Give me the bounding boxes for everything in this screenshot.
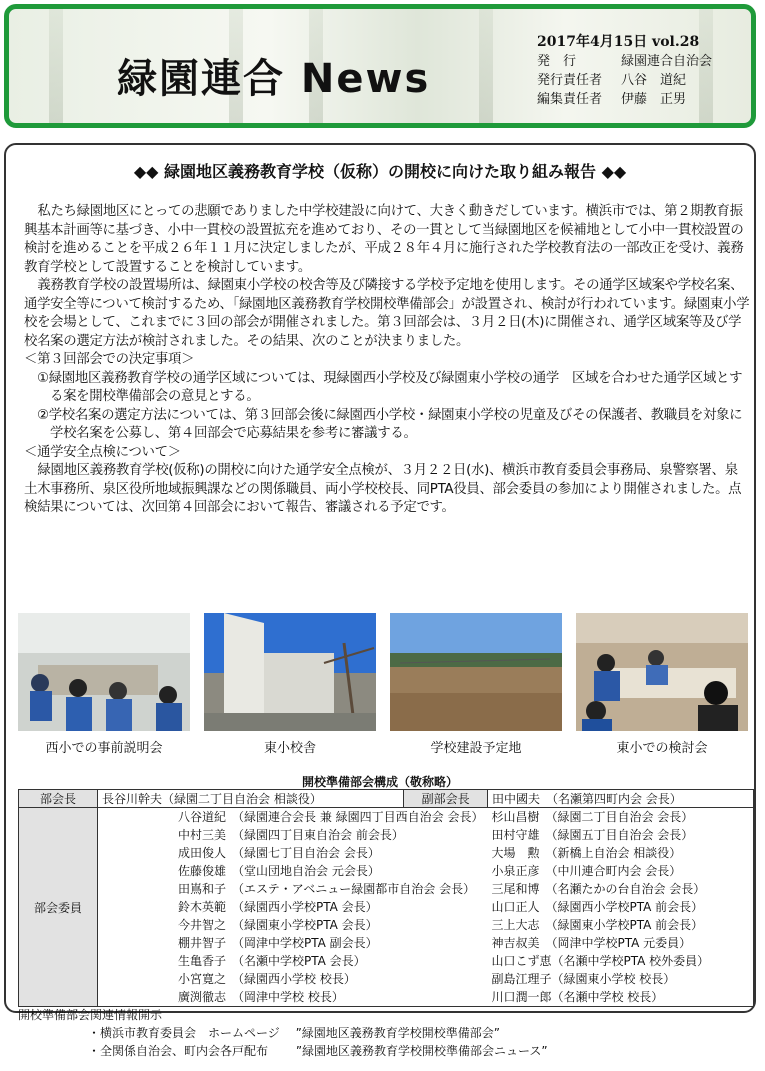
disclosure-info	[18, 1006, 548, 1060]
meta-row	[537, 52, 712, 71]
member: 今井智之 （緑園東小学校PTA 会長）	[178, 918, 378, 932]
info-title: 開校準備部会関連情報開示	[18, 1008, 163, 1022]
member: 田村守雄 （緑園五丁目自治会 会長）	[491, 828, 694, 842]
info-line: ・全関係自治会、町内会各戸配布 ”緑園地区義務教育学校開校準備部会ニュース”	[88, 1044, 548, 1058]
roster-table	[18, 789, 754, 1007]
meta-value: 緑園連合自治会	[621, 54, 713, 69]
member: 三上大志 （緑園東小学校PTA 前会長）	[491, 918, 704, 932]
vice-chair-label: 副部会長	[404, 790, 488, 808]
meta-key: 発 行	[537, 54, 577, 69]
members-left-column	[98, 808, 488, 1007]
photo-caption: 西小での事前説明会	[45, 741, 163, 756]
tree-decoration	[479, 9, 493, 128]
photo-caption: 東小校舎	[263, 741, 316, 756]
photo-briefing	[18, 613, 190, 731]
member: 副島江理子（緑園東小学校 校長）	[491, 972, 676, 986]
member: 棚井智子 （岡津中学校PTA 副会長）	[178, 936, 378, 950]
member: 神吉叔美 （岡津中学校PTA 元委員）	[491, 936, 692, 950]
meta-row	[537, 90, 712, 109]
article-headline: ◆◆ 緑園地区義務教育学校（仮称）の開校に向けた取り組み報告 ◆◆	[133, 162, 627, 181]
member: 山口正人 （緑園西小学校PTA 前会長）	[491, 900, 704, 914]
photo-construction-site	[390, 613, 562, 731]
photo-strip	[18, 613, 748, 756]
member: 田嶌和子 （エステ・アベニュー緑園都市自治会 会長）	[178, 882, 476, 896]
member: 八谷道紀 （緑園連合会長 兼 緑園四丁目西自治会 会長）	[178, 810, 484, 824]
section-heading: ＜第３回部会での決定事項＞	[24, 352, 195, 367]
meta-value: 伊藤 正男	[621, 92, 687, 107]
photo-school-building	[204, 613, 376, 731]
member: 成田俊人 （緑園七丁目自治会 会長）	[178, 846, 380, 860]
members-right-column	[487, 808, 753, 1007]
member: 小泉正彦 （中川連合町内会 会長）	[491, 864, 682, 878]
member: 廣渕徹志 （岡津中学校 校長）	[178, 990, 344, 1004]
tree-decoration	[49, 9, 63, 128]
section-heading: ＜通学安全点検について＞	[24, 444, 181, 460]
member: 生亀香子 （名瀬中学校PTA 会長）	[178, 954, 366, 968]
member: 中村三美 （緑園四丁目東自治会 前会長）	[178, 828, 404, 842]
member: 三尾和博 （名瀬たかの台自治会 会長）	[491, 882, 706, 896]
member: 佐藤俊雄 （堂山団地自治会 元会長）	[178, 864, 380, 878]
issue-date: 2017年4月15日 vol.28	[537, 34, 700, 50]
article-body	[24, 203, 750, 518]
members-label: 部会委員	[19, 808, 98, 1007]
decision-item: ①緑園地区義務教育学校の通学区域については、現緑園西小学校及び緑園東小学校の通学 区域を合わせた通学区域とする案を開校準備部会の意見とする。	[37, 370, 743, 404]
photo-caption: 東小での検討会	[616, 741, 708, 756]
article-frame	[4, 143, 756, 1013]
chair-label: 部会長	[19, 790, 98, 808]
roster-title: 開校準備部会構成（敬称略）	[301, 775, 458, 789]
newsletter-title: 緑園連合 News	[117, 56, 431, 102]
newsletter-header	[4, 4, 756, 128]
member: 大場 勲 （新橋上自治会 相談役）	[491, 846, 682, 860]
paragraph: 義務教育学校の設置場所は、緑園東小学校の校舎等及び隣接する学校予定地を使用します。その通学区域案や学校名案、通学安全等について検討するため、「緑園地区義務教育学校開校準備部会」が設置され、検討が行われています。緑園東小学校を会場として、これまでに３回の部会が開催されました。第３回部会は、３月２日(木)に開催され、通学区域案等及び学校名案の選定方法が検討されました。その結果、次のことが決まりました。	[24, 278, 750, 349]
photo-study-meeting	[576, 613, 748, 731]
chair-name: 長谷川幹夫（緑園二丁目自治会 相談役）	[98, 790, 404, 808]
meta-key: 発行責任者	[537, 73, 603, 88]
member: 川口潤一郎（名瀬中学校 校長）	[491, 990, 664, 1004]
meta-value: 八谷 道紀	[621, 73, 687, 88]
meta-key: 編集責任者	[537, 92, 603, 107]
member: 山口こず恵（名瀬中学校PTA 校外委員）	[491, 954, 710, 968]
publication-meta	[537, 33, 712, 109]
decision-item: ②学校名案の選定方法については、第３回部会後に緑園西小学校・緑園東小学校の児童及びその保護者、教職員を対象に学校名案を公募し、第４回部会で応募結果を参考に審議する。	[37, 407, 743, 441]
meta-row	[537, 71, 712, 90]
paragraph: 緑園地区義務教育学校(仮称)の開校に向けた通学安全点検が、３月２２日(水)、横浜市教育委員会事務局、泉警察署、泉土木事務所、泉区役所地域振興課などの関係職員、両小学校校長、同PTA役員、部会委員の参加により開催されました。点検結果については、次回第４回部会において報告、審議される予定です。	[24, 463, 742, 515]
table-row	[19, 790, 754, 808]
paragraph: 私たち緑園地区にとっての悲願でありました中学校建設に向けて、大きく動きだしています。横浜市では、第２期教育振興基本計画等に基づき、小中一貫校の設置拡充を進めており、その一貫として当緑園地区を候補地として小中一貫校設置の検討を進めることを平成２６年１１月に決定しましたが、平成２８年４月に施行された学校教育法の一部改正を受け、義務教育学校として設置することを検討しています。	[24, 204, 744, 275]
member: 杉山昌樹 （緑園二丁目自治会 会長）	[491, 810, 694, 824]
info-line: ・横浜市教育委員会 ホームページ ”緑園地区義務教育学校開校準備部会”	[88, 1026, 501, 1040]
photo-caption: 学校建設予定地	[430, 741, 522, 756]
member: 小宮寛之 （緑園西小学校 校長）	[178, 972, 356, 986]
vice-chair-name: 田中國夫 （名瀬第四町内会 会長）	[487, 790, 753, 808]
member: 鈴木英範 （緑園西小学校PTA 会長）	[178, 900, 378, 914]
table-row	[19, 808, 754, 1007]
